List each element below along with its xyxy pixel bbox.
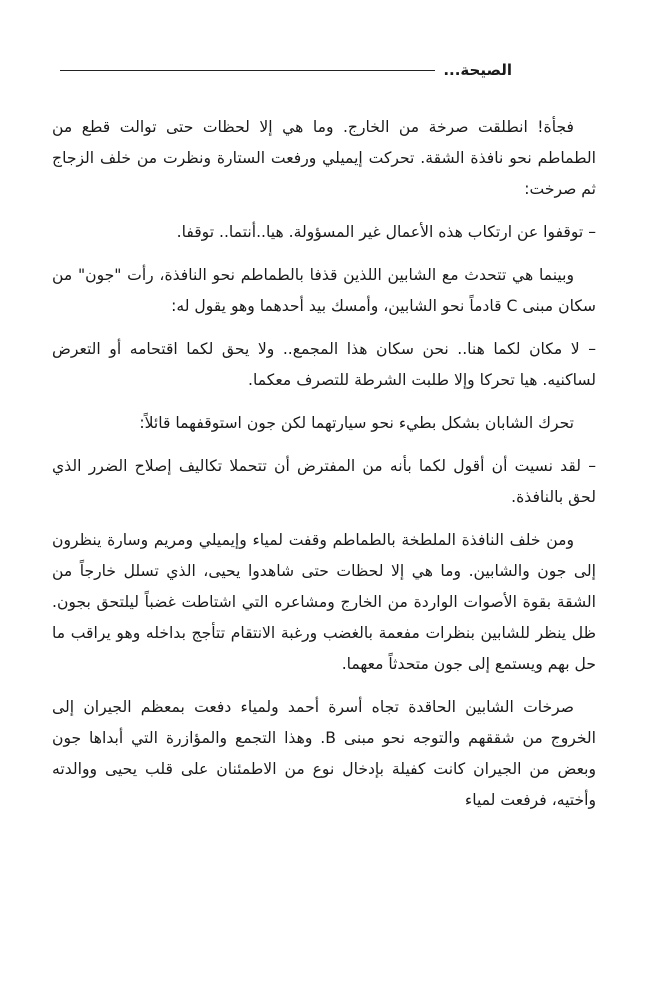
header-rule: [60, 70, 435, 71]
dialogue-line: – لقد نسيت أن أقول لكما بأنه من المفترض أن تتحملا تكاليف إصلاح الضرر الذي لحق بالنافذة.: [52, 457, 596, 506]
paragraph: فجأة! انطلقت صرخة من الخارج. وما هي إلا لحظات حتى توالت قطع من الطماطم نحو نافذة الشقة. تحركت إيميلي ورفعت الستارة ونظرت من خلف الزجاج ثم صرخت:: [52, 118, 596, 198]
dialogue-line: – لا مكان لكما هنا.. نحن سكان هذا المجمع.. ولا يحق لكما اقتحامه أو التعرض لساكنيه. هيا تحركا وإلا طلبت الشرطة للتصرف معكما.: [52, 340, 596, 389]
paragraph: تحرك الشابان بشكل بطيء نحو سيارتهما لكن جون استوقفهما قائلاً:: [139, 414, 574, 432]
paragraph: ومن خلف النافذة الملطخة بالطماطم وقفت لمياء وإيميلي ومريم وسارة ينظرون إلى جون والشابين. وما هي إلا لحظات حتى شاهدوا يحيى، الذي تسلل خارجاً من الشقة بقوة الأصوات الواردة من الخارج ومشاعره التي اشتاطت غضباً ليلتحق بجون. ظل ينظر للشابين بنظرات مفعمة بالغضب ورغبة الانتقام تتأجج بداخله وهو يراقب ما حل بهم ويستمع إلى جون متحدثاً معهما.: [52, 531, 596, 673]
paragraph: صرخات الشابين الحاقدة تجاه أسرة أحمد ولمياء دفعت بمعظم الجيران إلى الخروج من شققهم والتوجه نحو مبنى B. وهذا التجمع والمؤازرة التي أبداها جون وبعض من الجيران كانت كفيلة بإدخال نوع من الاطمئنان على قلب يحيى ووالدته وأختيه، فرفعت لمياء: [52, 698, 596, 809]
running-header: [60, 58, 512, 82]
paragraph: وبينما هي تتحدث مع الشابين اللذين قذفا بالطماطم نحو النافذة، رأت "جون" من سكان مبنى C قادماً نحو الشابين، وأمسك بيد أحدهما وهو يقول له:: [52, 266, 596, 315]
dialogue-line: – توقفوا عن ارتكاب هذه الأعمال غير المسؤولة. هيا..أنتما.. توقفا.: [176, 223, 596, 241]
running-title: الصيحة...: [443, 61, 512, 79]
body-text: [52, 112, 596, 828]
